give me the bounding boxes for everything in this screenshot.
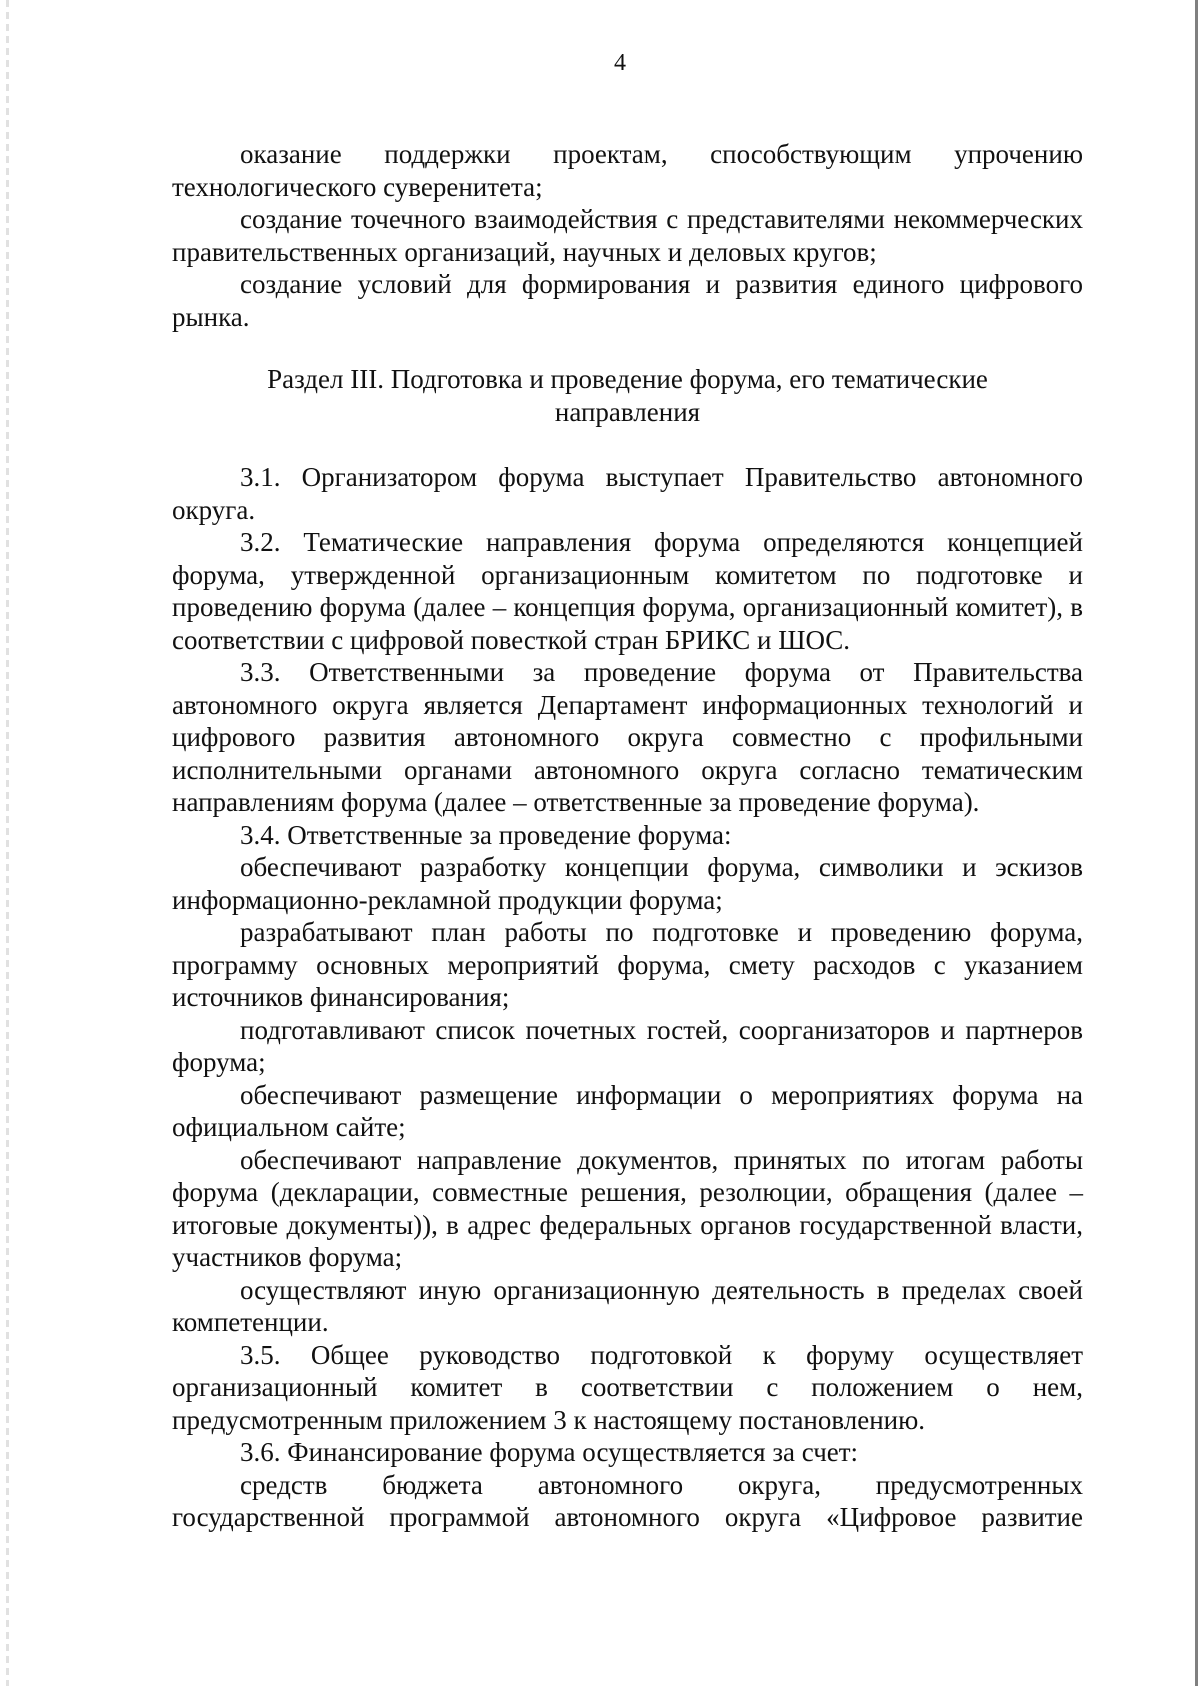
paragraph-website: обеспечивают размещение информации о мероприятиях форума на официальном сайте; bbox=[172, 1079, 1083, 1142]
paragraph-3-1: 3.1. Организатором форума выступает Правительство автономного округа. bbox=[172, 462, 1083, 525]
scan-left-edge bbox=[6, 0, 9, 1686]
paragraph-interaction: создание точечного взаимодействия с представителями некоммерческих правительственных организаций, научных и деловых кругов; bbox=[172, 204, 1083, 267]
paragraph-guests: подготавливают список почетных гостей, соорганизаторов и партнеров форума; bbox=[172, 1014, 1083, 1077]
section-heading bbox=[172, 363, 1083, 428]
paragraph-3-3: 3.3. Ответственными за проведение форума от Правительства автономного округа является Департамент информационных технологий и цифрового развития автономного округа совместно с профильными исполнительными органами автономного округа согласно тематическим направлениям форума (далее – ответственные за проведение форума). bbox=[172, 657, 1083, 817]
paragraph-3-4: 3.4. Ответственные за проведение форума: bbox=[240, 819, 732, 850]
paragraph-3-5: 3.5. Общее руководство подготовкой к форуму осуществляет организационный комитет в соответствии с положением о нем, предусмотренным приложением 3 к настоящему постановлению. bbox=[172, 1339, 1083, 1435]
scan-right-edge bbox=[1195, 0, 1198, 1686]
paragraph-3-2: 3.2. Тематические направления форума определяются концепцией форума, утвержденной организационным комитетом по подготовке и проведению форума (далее – концепция форума, организационный комитет), в соответствии с цифровой повесткой стран БРИКС и ШОС. bbox=[172, 527, 1083, 655]
page-number: 4 bbox=[614, 50, 626, 76]
paragraph-budget-funds: средств бюджета автономного округа, предусмотренных государственной программой автономного округа «Цифровое развитие bbox=[172, 1469, 1083, 1532]
paragraph-final-documents: обеспечивают направление документов, принятых по итогам работы форума (декларации, совместные решения, резолюции, обращения (далее – итоговые документы)), в адрес федеральных органов государственной власти, участников форума; bbox=[172, 1144, 1083, 1272]
paragraph-3-6: 3.6. Финансирование форума осуществляется за счет: bbox=[240, 1437, 859, 1467]
document-body bbox=[172, 138, 1083, 1534]
paragraph-plan: разрабатывают план работы по подготовке и проведению форума, программу основных мероприятий форума, смету расходов с указанием источников финансирования; bbox=[172, 917, 1083, 1012]
section-heading-line-1: Раздел III. Подготовка и проведение форума, его тематические bbox=[267, 364, 988, 394]
section-heading-line-2: направления bbox=[554, 396, 701, 427]
paragraph-concept: обеспечивают разработку концепции форума, символики и эскизов информационно-рекламной продукции форума; bbox=[172, 852, 1083, 915]
paragraph-support-projects: оказание поддержки проектам, способствующим упрочению технологического суверенитета; bbox=[172, 139, 1083, 202]
paragraph-digital-market: создание условий для формирования и развития единого цифрового рынка. bbox=[172, 269, 1083, 332]
paragraph-other-activity: осуществляют иную организационную деятельность в пределах своей компетенции. bbox=[172, 1274, 1083, 1337]
